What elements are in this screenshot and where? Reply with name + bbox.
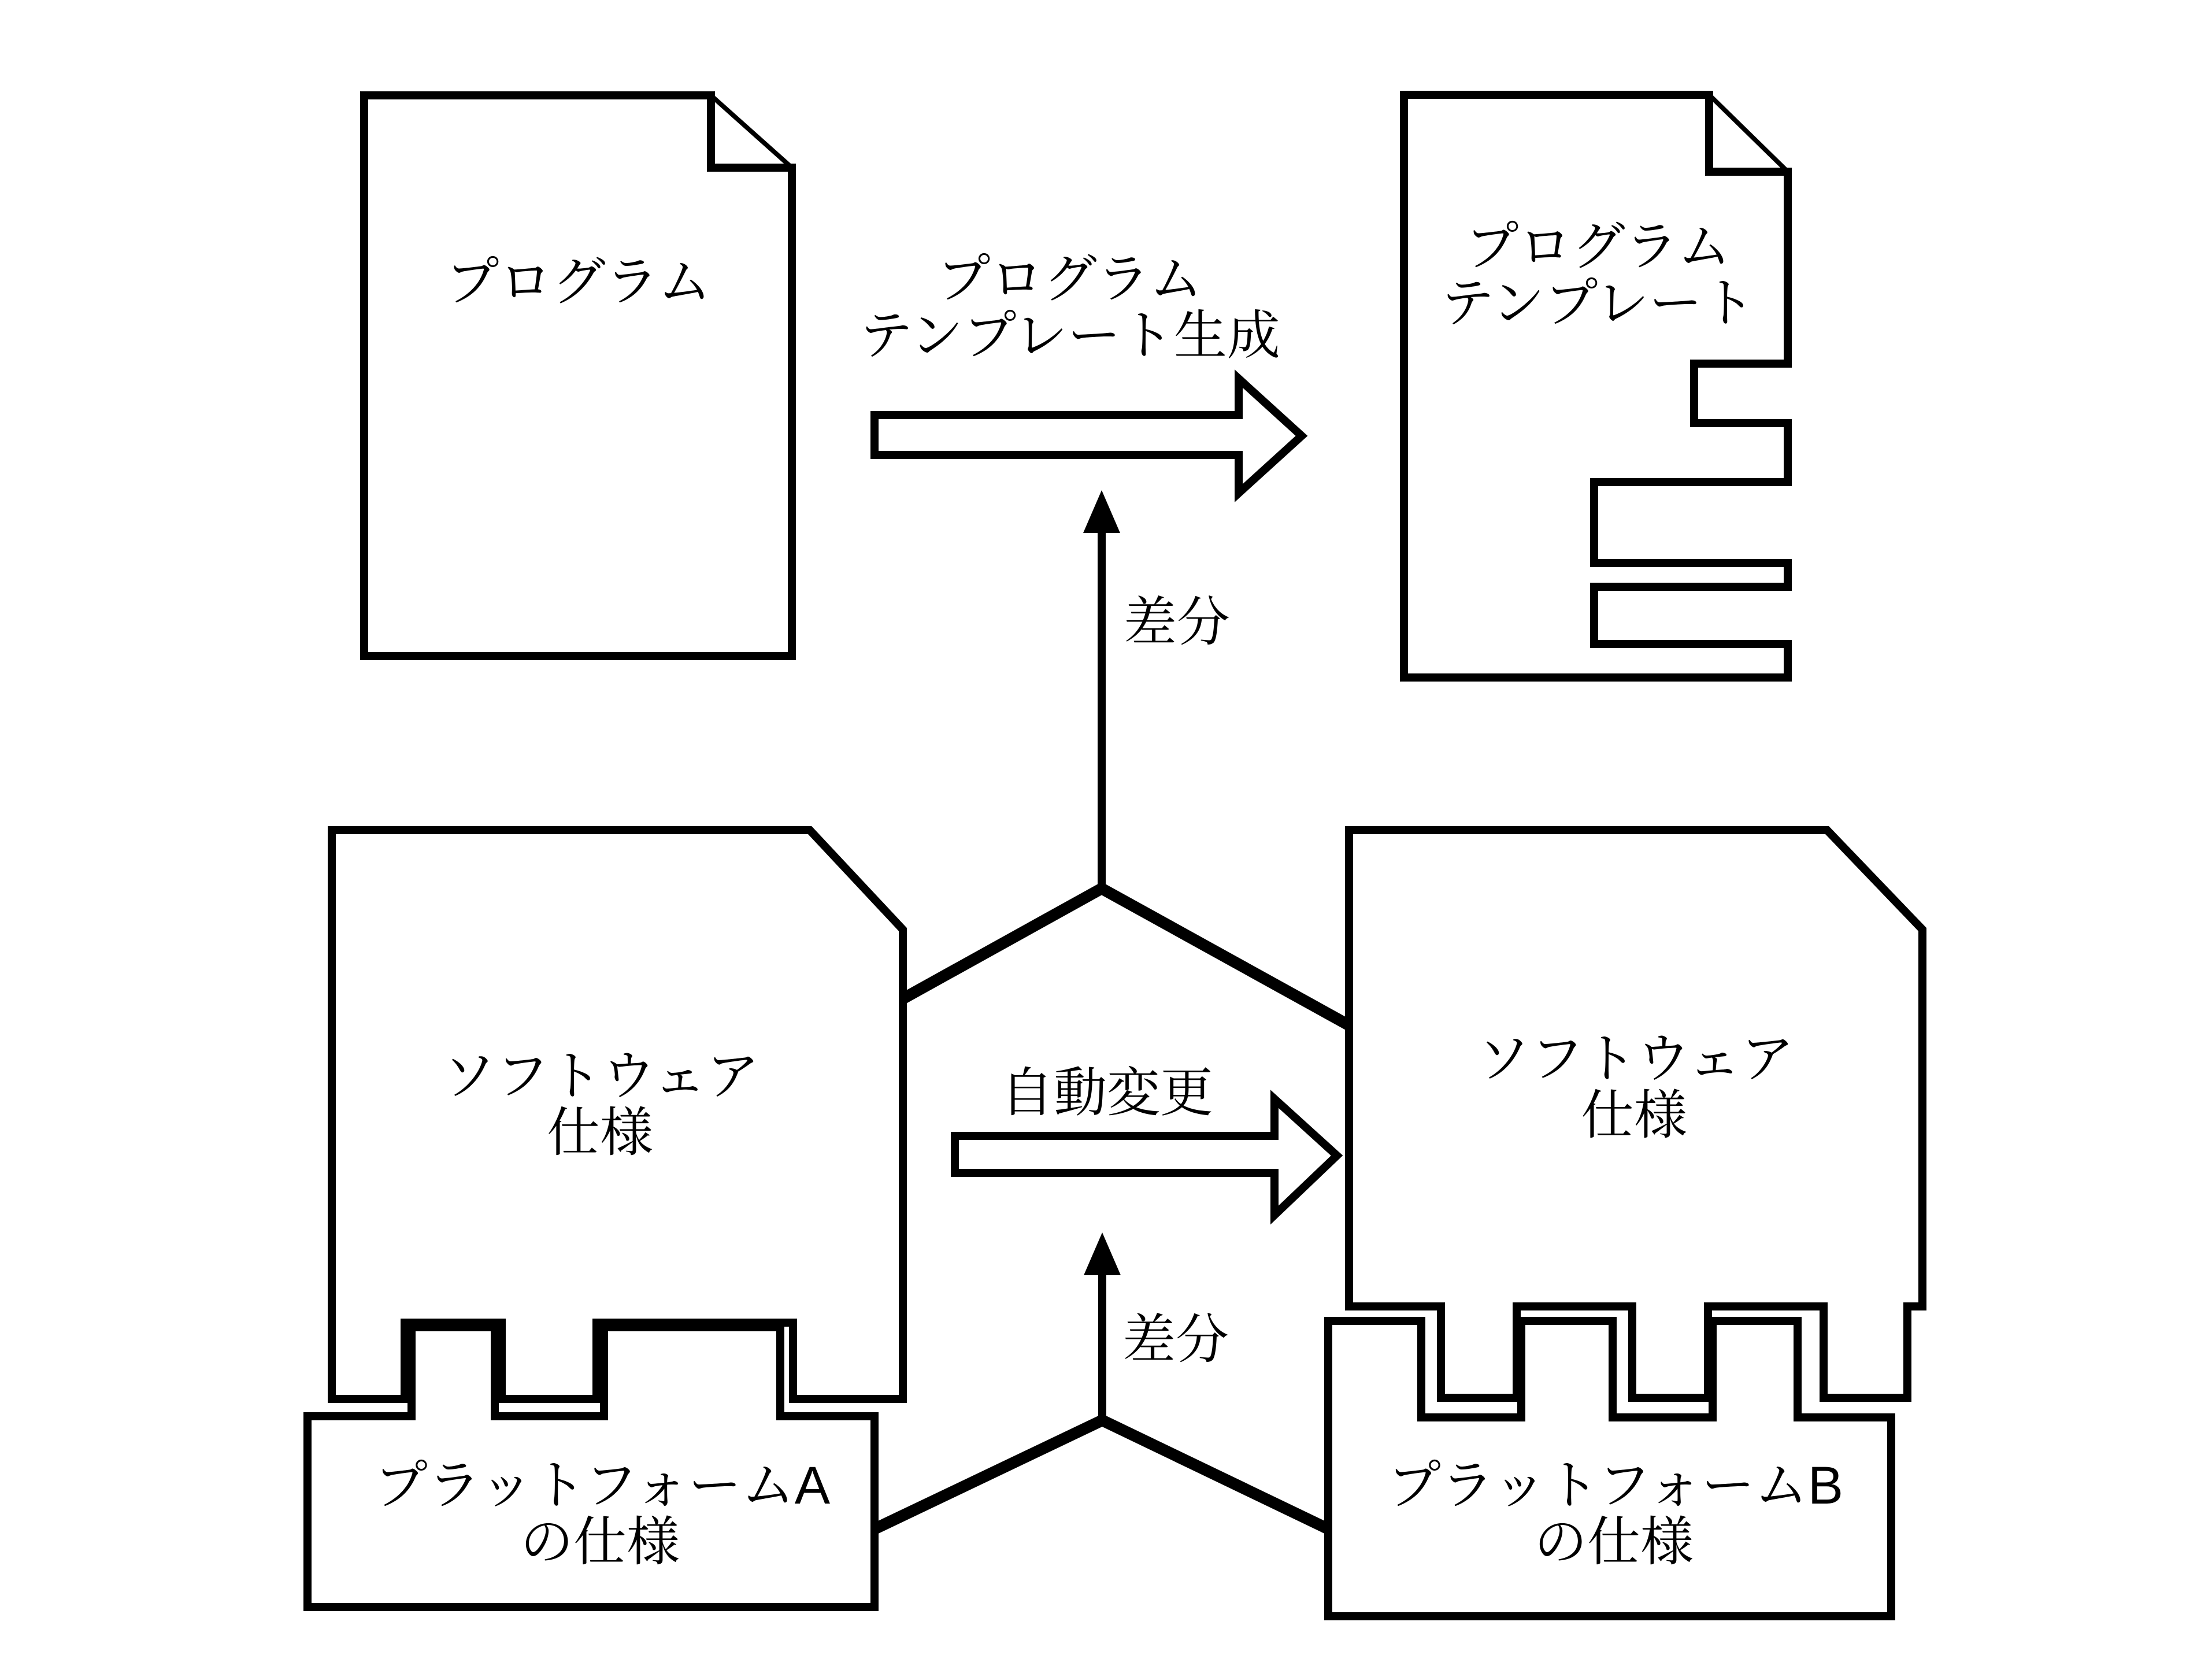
- platform-b-label-line1: プラットフォームB: [1387, 1456, 1844, 1515]
- diff-bottom-branch-lines: [875, 1420, 1328, 1529]
- platform-a-label-line1: プラットフォームA: [374, 1456, 831, 1515]
- auto-change-arrow: [955, 1064, 1337, 1215]
- software-spec-left-label-line1: ソフトウェア: [442, 1047, 760, 1106]
- program-document-fold-corner: [711, 95, 792, 168]
- diff-top-branch-lines: [901, 888, 1353, 1027]
- platform-b-label-line2: の仕様: [1533, 1513, 1694, 1572]
- diff-top-label: 差分: [1123, 593, 1231, 652]
- software-spec-right: [1349, 830, 1922, 1398]
- template-document-label-line1: プログラム: [1465, 217, 1731, 276]
- template-document: [1404, 95, 1788, 677]
- template-generation-label-line1: プログラム: [937, 250, 1203, 309]
- diff-bottom-connector: [875, 1232, 1328, 1529]
- software-spec-left-label-line2: 仕様: [546, 1104, 654, 1163]
- software-spec-right-label-line2: 仕様: [1580, 1086, 1688, 1145]
- template-document-label-line2: テンプレート: [1441, 274, 1755, 333]
- template-document-shape: [1404, 95, 1788, 677]
- program-document-label: プログラム: [446, 253, 712, 312]
- software-spec-left: [332, 830, 903, 1399]
- platform-b-box: [1328, 1321, 1891, 1616]
- platform-a-label-line2: の仕様: [520, 1513, 680, 1572]
- program-document: [364, 95, 792, 656]
- auto-change-label: 自動変更: [1000, 1064, 1214, 1123]
- template-generation-arrow: [859, 250, 1302, 493]
- diff-top-arrowhead-icon: [1083, 490, 1120, 533]
- diff-bottom-label: 差分: [1122, 1310, 1229, 1369]
- diff-top-connector: [901, 490, 1353, 1027]
- program-document-shape: [364, 95, 792, 656]
- template-document-fold-corner: [1709, 95, 1788, 172]
- right-arrow-icon: [875, 379, 1302, 493]
- diff-bottom-arrowhead-icon: [1084, 1232, 1121, 1275]
- template-generation-label-line2: テンプレート生成: [859, 306, 1280, 365]
- software-spec-right-label-line1: ソフトウェア: [1477, 1030, 1795, 1089]
